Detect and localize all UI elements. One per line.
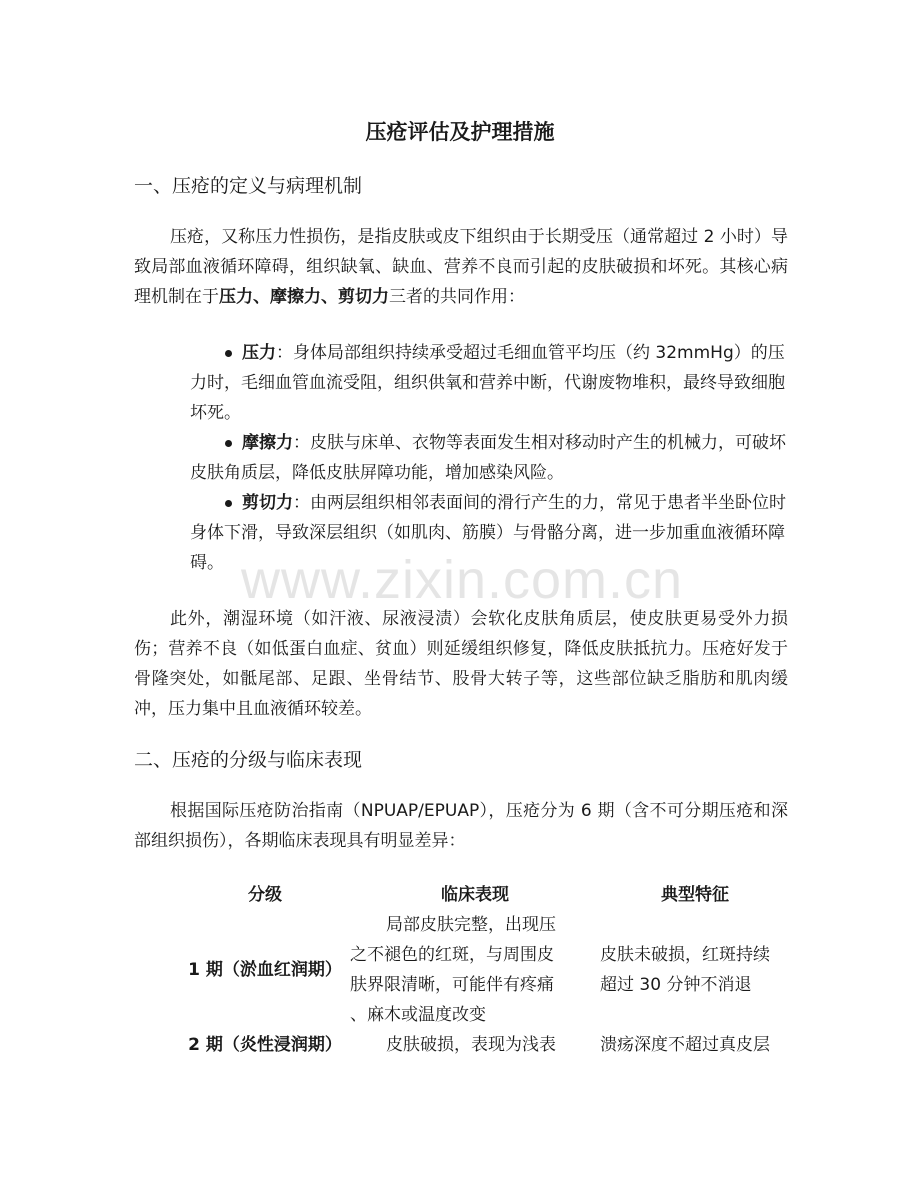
cell-manifestation <box>350 910 600 1030</box>
definition-text-bold: 压力、摩擦力、剪切力 <box>219 287 389 307</box>
header-feature: 典型特征 <box>661 885 729 905</box>
grading-table <box>180 880 790 1060</box>
page-title: 压疮评估及护理措施 <box>365 120 555 144</box>
cell-manifestation <box>350 1030 600 1060</box>
header-grade: 分级 <box>248 885 282 905</box>
definition-text-a: 压疮，又称压力性损伤，是指皮肤或皮下组织由于长期受压（通常超过 2 小时）导致局部血液循环障碍，组织缺氧、缺血、营养不良而引起的皮肤破损和坏死。其核心病理机制在于 <box>134 227 788 307</box>
list-item <box>190 428 790 488</box>
grading-intro-paragraph: 根据国际压疮防治指南（NPUAP/EPUAP），压疮分为 6 期（含不可分期压疮和深部组织损伤），各期临床表现具有明显差异： <box>134 801 788 851</box>
bullet-term: 剪切力 <box>242 493 293 513</box>
feature-line: 皮肤未破损，红斑持续 <box>600 945 770 965</box>
bullet-icon <box>190 338 242 368</box>
cell-feature <box>600 910 790 1030</box>
table-header-row <box>180 880 790 910</box>
manifestation-line: 、麻木或温度改变 <box>350 1005 486 1025</box>
definition-text-b: 三者的共同作用： <box>389 287 525 307</box>
table-row <box>180 910 790 1030</box>
section-heading-definition: 一、压疮的定义与病理机制 <box>134 175 363 197</box>
bullet-icon <box>190 488 242 518</box>
bullet-term: 摩擦力 <box>242 433 293 453</box>
manifestation-line: 局部皮肤完整，出现压 <box>386 915 556 935</box>
feature-line <box>600 1000 790 1030</box>
bullet-text: ：身体局部组织持续承受超过毛细血管平均压（约 32mmHg）的压力时，毛细血管血流受阻，组织供氧和营养中断，代谢废物堆积，最终导致细胞坏死。 <box>190 343 785 423</box>
manifestation-line: 之不褪色的红斑，与周围皮 <box>350 945 554 965</box>
feature-line <box>600 910 790 940</box>
site-watermark: www.zixin.com.cn <box>240 550 684 610</box>
feature-line: 溃疡深度不超过真皮层 <box>600 1035 770 1055</box>
manifestation-line: 肤界限清晰，可能伴有疼痛 <box>350 975 554 995</box>
feature-line: 超过 30 分钟不消退 <box>600 975 752 995</box>
definition-paragraph <box>134 222 788 312</box>
section-heading-grading: 二、压疮的分级与临床表现 <box>134 749 363 771</box>
mechanism-list <box>190 338 790 578</box>
bullet-icon <box>190 428 242 458</box>
list-item <box>190 338 790 428</box>
cell-grade: 2 期（炎性浸润期） <box>188 1035 342 1055</box>
risk-factors-paragraph: 此外，潮湿环境（如汗液、尿液浸渍）会软化皮肤角质层，使皮肤更易受外力损伤；营养不良（如低蛋白血症、贫血）则延缓组织修复，降低皮肤抵抗力。压疮好发于骨隆突处，如骶尾部、足跟、坐骨结节、股骨大转子等，这些部位缺乏脂肪和肌肉缓冲，压力集中且血液循环较差。 <box>134 609 788 719</box>
bullet-term: 压力 <box>242 343 276 363</box>
manifestation-line: 皮肤破损，表现为浅表 <box>386 1035 556 1055</box>
header-manifestation: 临床表现 <box>441 885 509 905</box>
table-row <box>180 1030 790 1060</box>
bullet-text: ：皮肤与床单、衣物等表面发生相对移动时产生的机械力，可破坏皮肤角质层，降低皮肤屏障功能，增加感染风险。 <box>190 433 786 483</box>
cell-grade: 1 期（淤血红润期） <box>188 960 342 980</box>
bullet-text: ：由两层组织相邻表面间的滑行产生的力，常见于患者半坐卧位时身体下滑，导致深层组织（如肌肉、筋膜）与骨骼分离，进一步加重血液循环障碍。 <box>190 493 786 573</box>
cell-feature <box>600 1030 790 1060</box>
